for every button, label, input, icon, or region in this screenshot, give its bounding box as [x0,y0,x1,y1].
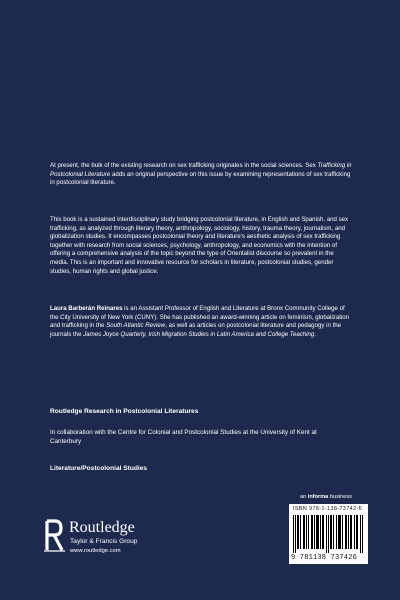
publisher-url: www.routledge.com [70,548,121,554]
routledge-r-icon [44,519,66,553]
author-bio-text: . [314,330,317,338]
informa-suffix: business [328,494,352,500]
intro-paragraph [50,162,352,188]
informa-prefix: an [300,494,308,500]
journal-title: South Atlantic Review [106,322,166,330]
isbn-barcode [289,504,368,564]
publisher-name: Routledge [69,519,135,536]
informa-word: informa [307,494,329,500]
isbn-label: ISBN 978-1-138-73742-6 [293,506,363,512]
author-name: Laura Barberán Reinares [50,305,123,312]
routledge-logo [44,519,194,569]
intro-text-end: adds an original perspective on this issue by examining representations of sex trafficking in postcolonial literature. [50,170,351,187]
author-bio-text: , as well as articles on postcolonial literature and pedagogy in the journals the [50,322,341,338]
publisher-group: Taylor & Francis Group [70,538,138,545]
collaboration-note: In collaboration with the Centre for Colonial and Postcolonial Studies at the University of Kent at Canterbury [50,429,317,445]
subject-category: Literature/Postcolonial Studies [50,465,148,472]
barcode-icon [292,515,365,553]
description-paragraph: This book is a sustained interdisciplinary study bridging postcolonial literature, in English and Spanish, and sex trafficking, as analyzed through literary theory, anthropology, sociology, history, trauma theory, journalism, and globalization studies. It encompasses postcolonial theory and literature's aesthetic analysis of sex trafficking together with research from social sciences, psychology, anthropology, and economics with the intention of offering a comprehensive analysis of the topic beyond the type of Orientalist discourse so prevalent in the media. This is an important and innovative resource for scholars in literature, postcolonial studies, gender studies, human rights and global justice. [50,216,349,275]
barcode-digits: 9 781138 737426 [291,554,358,562]
author-bio-paragraph [50,305,352,339]
series-title: Routledge Research in Postcolonial Literatures [50,408,199,415]
informa-business-label [300,494,352,500]
book-title-italic: Trafficking in Postcolonial Literature [50,162,352,178]
author-bio-text: is an Assistant Professor of English and Literature at Bronx Community College of the City University of New York (CUNY). She has published an award-winning article on feminism, globalization and trafficking in the [50,305,350,330]
journal-titles: James Joyce Quarterly, Irish Migration Studies in Latin America and College Teaching [83,330,315,338]
intro-text-start: At present, the bulk of the existing research on sex trafficking originates in the social sciences. Sex [50,162,318,169]
